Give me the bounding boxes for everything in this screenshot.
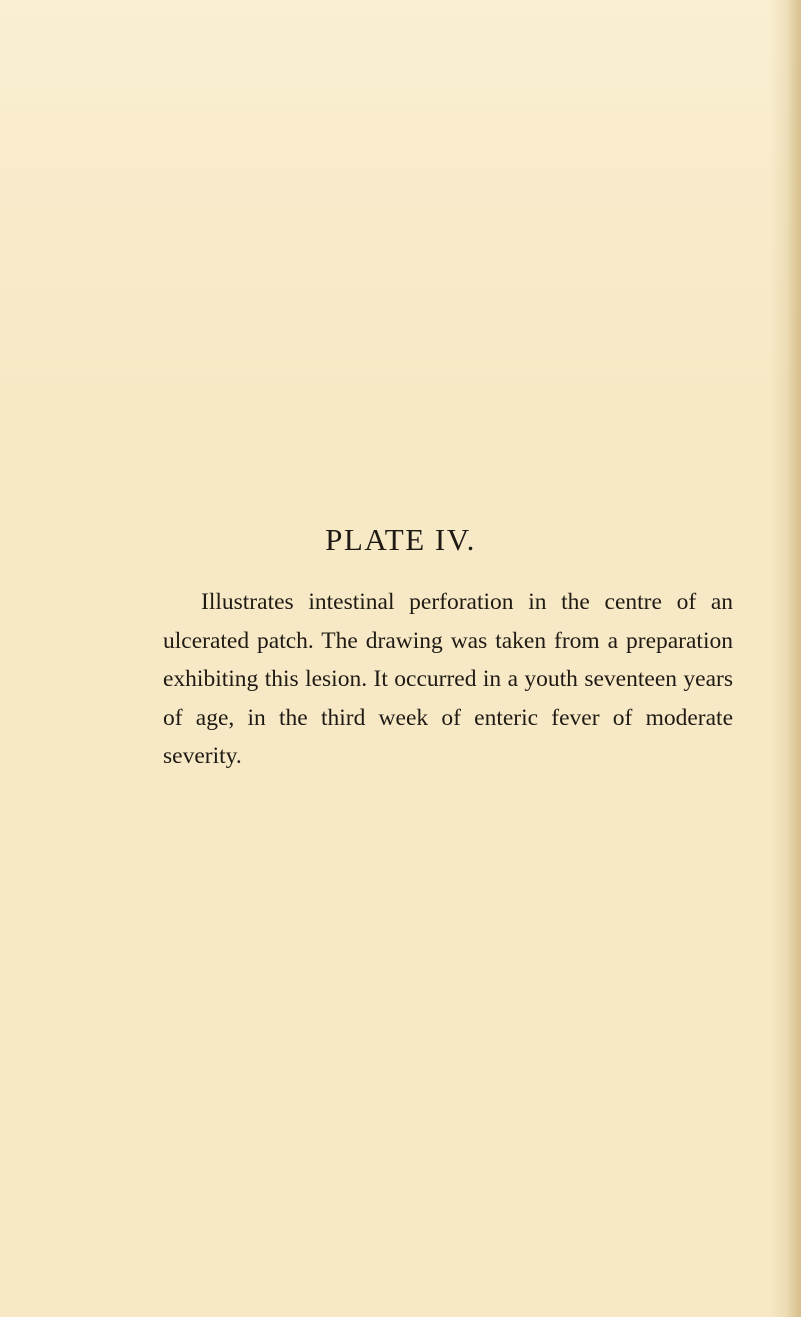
plate-title: PLATE IV. xyxy=(325,522,476,557)
page-fold-shadow xyxy=(787,0,801,1317)
plate-description: Illustrates intestinal perforation in the centre of an ulcerated patch. The drawing was taken from a preparation exhibiting this lesion. It occurred in a youth seventeen years of age, in the third week of enteric fever of moderate severity. xyxy=(163,589,733,769)
